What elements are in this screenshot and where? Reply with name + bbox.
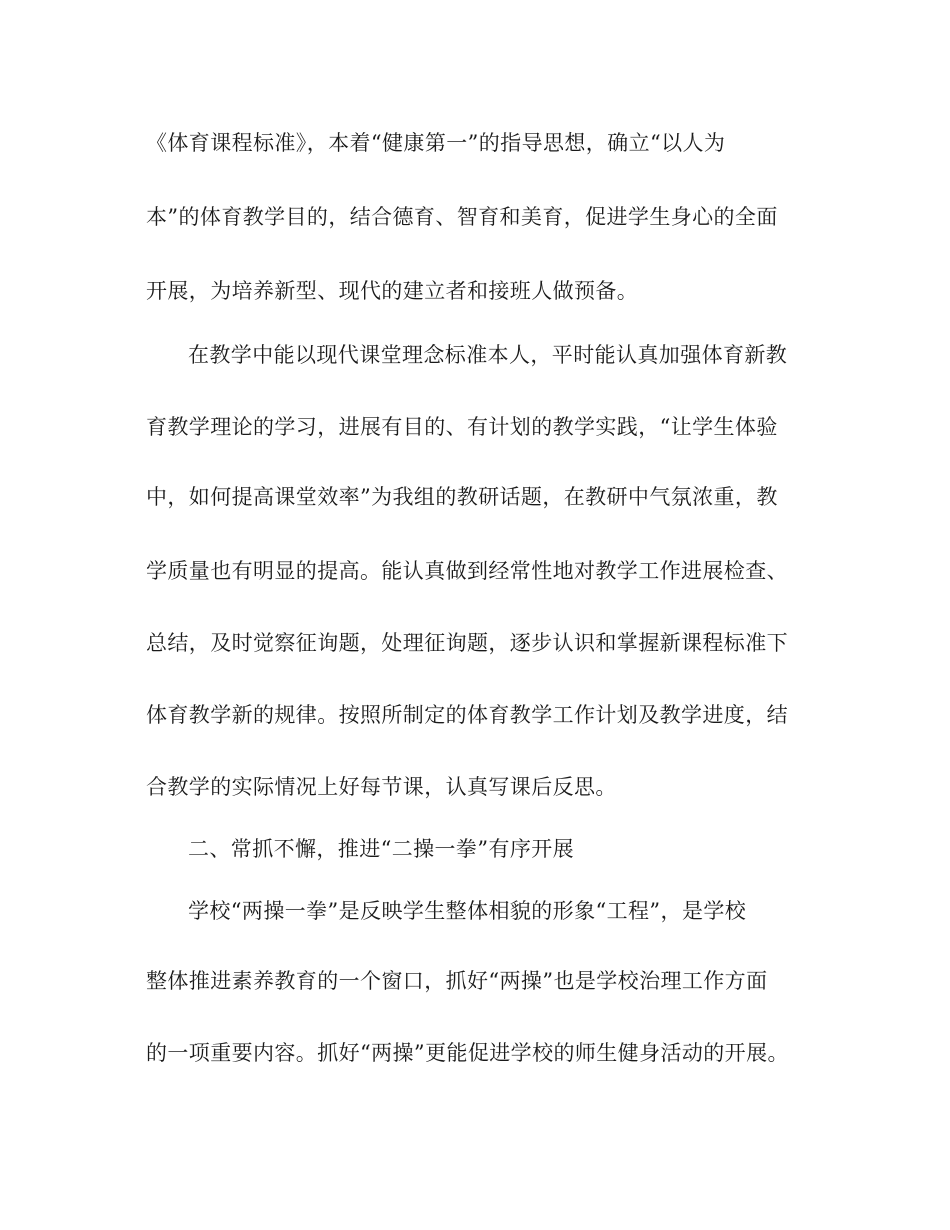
paragraph-start-line: 学校“两操一拳”是反映学生整体相貌的形象“工程”，是学校	[188, 899, 747, 923]
paragraph-start-line: 在教学中能以现代课堂理念标准本人，平时能认真加强体育新教	[188, 343, 788, 367]
text-line: 总结，及时觉察征询题，处理征询题，逐步认识和掌握新课程标准下	[146, 631, 788, 655]
text-line: 本”的体育教学目的，结合德育、智育和美育，促进学生身心的全面	[146, 205, 778, 229]
section-heading: 二、常抓不懈，推进“二操一拳”有序开展	[188, 837, 575, 861]
text-line: 《体育课程标准》，本着“健康第一”的指导思想，确立“以人为	[146, 131, 726, 155]
text-line: 合教学的实际情况上好每节课，认真写课后反思。	[146, 775, 617, 799]
text-line: 开展，为培养新型、现代的建立者和接班人做预备。	[146, 279, 639, 303]
text-line: 育教学理论的学习，进展有目的、有计划的教学实践，“让学生体验	[146, 415, 778, 439]
text-line: 的一项重要内容。抓好“两操”更能促进学校的师生健身活动的开展。	[146, 1041, 789, 1065]
text-line: 学质量也有明显的提高。能认真做到经常性地对教学工作进展检查、	[146, 559, 788, 583]
text-line: 整体推进素养教育的一个窗口，抓好“两操”也是学校治理工作方面	[146, 969, 768, 993]
text-line: 中，如何提高课堂效率”为我组的教研话题，在教研中气氛浓重，教	[146, 485, 778, 509]
text-line: 体育教学新的规律。按照所制定的体育教学工作计划及教学进度，结	[146, 703, 788, 727]
